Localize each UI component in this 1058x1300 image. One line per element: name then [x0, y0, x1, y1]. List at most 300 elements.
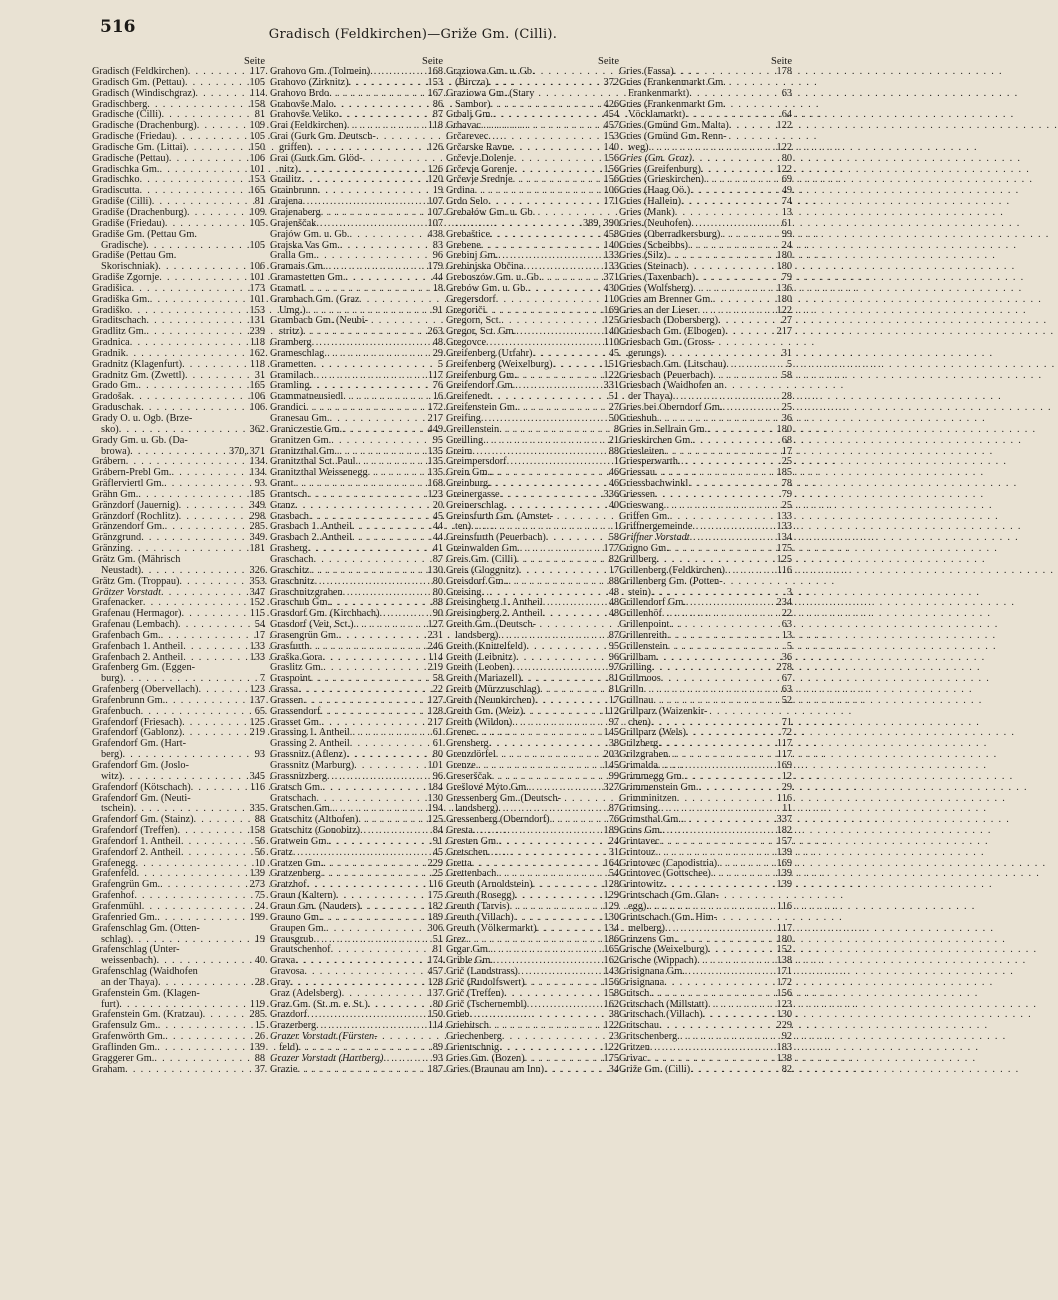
entry-name: Grahovše Veliko — [270, 109, 339, 121]
entry-name: Greinburg — [446, 478, 489, 490]
entry-page: 134 — [776, 532, 792, 544]
entry-name: Gradiška Gm. — [92, 293, 150, 305]
entry-page: 175 — [427, 890, 443, 902]
entry-name: Grametten — [270, 358, 314, 370]
entry-page: 114 — [427, 651, 443, 663]
entry-name: Grazie — [270, 1063, 298, 1075]
entry-name: Grafendorf (Friesach) — [92, 716, 183, 728]
entry-name: Gradnik — [92, 347, 126, 359]
entry-page: 116 — [249, 781, 265, 793]
entry-name: Graun Gm. (Nauders) — [270, 900, 361, 912]
entry-name: Grąziowa Gm. u. Gb. — [446, 66, 535, 77]
leader-dots — [668, 642, 786, 653]
entry-name: Gratzenberg — [270, 868, 321, 880]
index-entry — [270, 89, 443, 100]
entry-page: 135 — [427, 445, 443, 457]
leader-dots — [514, 154, 603, 165]
entry-name: Greilling — [446, 434, 484, 446]
entry-name: Gradischka Gm. — [92, 163, 160, 175]
entry-name: Gradnica — [92, 337, 130, 349]
entry-page: 16 — [432, 391, 443, 403]
entry-name: Gries (Wolfsberg) — [619, 282, 694, 294]
entry-name: Gries (Haag Oö.) — [619, 185, 691, 197]
entry-page: 178 — [776, 66, 792, 77]
entry-page: 106 — [249, 261, 265, 273]
index-entry — [619, 642, 792, 653]
index-entry — [92, 642, 265, 653]
entry-page: 15 — [254, 1020, 265, 1032]
leader-dots — [506, 577, 608, 588]
entry-name: Grible Gm. — [446, 955, 493, 967]
entry-name: Grič (Tschernembl) — [446, 998, 527, 1010]
entry-page: 263 — [427, 326, 443, 338]
entry-page: 168 — [427, 66, 443, 77]
entry-name: Grammatneusiedl — [270, 391, 344, 403]
entry-page: 88 — [608, 445, 619, 457]
entry-page: 28 — [254, 976, 265, 988]
entry-name: Gramatl — [270, 282, 304, 294]
entry-page: 126 — [427, 163, 443, 175]
entry-name: Grieshub — [619, 413, 657, 424]
entry-name: Gratschen Gm. — [270, 803, 333, 815]
index-entry — [92, 501, 265, 512]
leader-dots — [141, 707, 254, 718]
index-entry — [446, 230, 619, 241]
entry-name: Grassnitz (Marburg) — [270, 760, 355, 771]
leader-dots — [182, 728, 248, 739]
entry-name: Grilln — [619, 684, 644, 696]
entry-name: Graz (Adelsberg) — [270, 987, 342, 999]
entry-page: 125 — [603, 315, 619, 327]
entry-page: 58 — [608, 532, 619, 544]
entry-page: 133 — [603, 261, 619, 273]
entry-name: Grahovše Malo — [270, 98, 334, 110]
entry-name: Grieb — [446, 1009, 470, 1021]
entry-page: 118 — [249, 337, 265, 349]
entry-name: Greboszów Gm. u. Gb. — [446, 272, 542, 284]
entry-name: Gries (Fassa) — [619, 66, 674, 77]
entry-name: Grčevje Gorenje — [446, 163, 515, 175]
entry-name: Grazer Vorstadt (Hartberg) — [270, 1052, 384, 1064]
entry-name: Greith (Mürzzuschlag) — [446, 684, 541, 696]
entry-page: 169 — [603, 304, 619, 316]
entry-name: Grätz Gm. (Troppau) — [92, 575, 180, 587]
entry-page: 371 — [603, 272, 619, 284]
entry-page: 87 — [432, 109, 443, 121]
leader-dots — [553, 360, 603, 371]
entry-page: 179 — [427, 261, 443, 273]
entry-page: 138 — [776, 955, 792, 967]
entry-name: Gradisch (Feldkirchen) — [92, 66, 188, 77]
leader-dots — [490, 230, 603, 241]
leader-dots — [529, 783, 603, 794]
index-entry — [446, 642, 619, 653]
entry-name: Gratsch Gm. — [270, 781, 323, 793]
entry-page: 116 — [427, 879, 443, 891]
leader-dots — [323, 783, 427, 794]
entry-name: Griže Gm. (Cilli) — [619, 1063, 691, 1075]
entry-page: 37 — [254, 1063, 265, 1075]
leader-dots — [692, 154, 781, 165]
entry-page: 40 — [254, 955, 265, 967]
entry-page: 54 — [608, 868, 619, 880]
index-entry — [92, 924, 265, 935]
entry-page: 162 — [603, 955, 619, 967]
entry-page: 109 — [249, 206, 265, 218]
entry-name: Gramais Gm. — [270, 261, 326, 273]
entry-page: 75 — [254, 890, 265, 902]
entry-page: 81 — [254, 196, 265, 208]
entry-page: 80 — [432, 998, 443, 1010]
entry-name: Gries in Sellrain Gm. — [619, 423, 708, 435]
entry-name: Grintschach (Gm. Glan- — [619, 890, 719, 902]
entry-name: Grimminitzen — [619, 792, 677, 804]
entry-name: Grätzer Vorstadt — [92, 586, 161, 598]
entry-name: Greinsfurth Gm. (Amstet- — [446, 510, 554, 522]
entry-name: Griesbach Gm. (Gross- — [619, 337, 715, 349]
entry-page: 31 — [254, 369, 265, 381]
index-entry — [270, 1065, 443, 1076]
entry-page: 95 — [432, 434, 443, 446]
entry-name: Grassing 1. Antheil — [270, 727, 350, 739]
entry-page: 63 — [781, 87, 792, 99]
entry-page: 54 — [254, 619, 265, 631]
entry-name: Grenec — [446, 727, 476, 739]
entry-name: Grintowitz — [619, 879, 664, 891]
entry-name: Grauno Gm. — [270, 911, 322, 923]
entry-name: berg) — [101, 749, 123, 761]
index-entry — [619, 989, 792, 1000]
entry-name: Gritsch — [619, 987, 650, 999]
entry-name: Grafengrün Gm. — [92, 879, 161, 891]
entry-page: 105 — [249, 76, 265, 88]
entry-name: Gries (Frankenmarkt Gm. — [619, 98, 726, 110]
entry-name: feld) — [279, 1041, 299, 1053]
entry-page: 101 — [249, 293, 265, 305]
index-entry — [446, 89, 619, 100]
index-entry — [446, 154, 619, 165]
entry-page: 1 — [613, 521, 619, 533]
entry-name: Gratschach — [270, 792, 317, 804]
entry-name: Gradnitz (Klagenfurt) — [92, 358, 183, 370]
entry-name: Gradošak — [92, 391, 132, 403]
entry-name: Grafenacker — [92, 597, 143, 609]
entry-page: 106 — [249, 152, 265, 164]
entry-name: Greisingberg 1. Antheil — [446, 597, 543, 609]
entry-name: Grafenmühl — [92, 900, 142, 912]
leader-dots — [526, 642, 607, 653]
entry-page: 156 — [603, 152, 619, 164]
entry-page: 158 — [249, 98, 265, 110]
entry-page: 81 — [432, 944, 443, 956]
entry-page: 88 — [254, 814, 265, 826]
entry-name: Gradlitz Gm. — [92, 326, 147, 338]
entry-page: 19 — [254, 933, 265, 945]
entry-page: 122 — [603, 1020, 619, 1032]
entry-page: 189 — [603, 825, 619, 837]
entry-name: Grassen — [270, 694, 304, 706]
leader-dots — [125, 1065, 254, 1076]
leader-dots — [649, 989, 775, 1000]
entry-name: (Bircza) — [455, 76, 489, 88]
index-entry — [619, 577, 792, 588]
entry-page: 17 — [608, 694, 619, 706]
entry-name: Graschuh Gm. — [270, 597, 331, 609]
entry-page: 162 — [603, 998, 619, 1010]
entry-page: 117 — [776, 749, 792, 761]
entry-page: 158 — [603, 987, 619, 999]
entry-page: 99 — [781, 228, 792, 240]
index-entry — [92, 1065, 265, 1076]
entry-name: Gries bei Oberndorf Gm. — [619, 402, 723, 414]
entry-name: Grettenbach — [446, 868, 497, 880]
entry-name: Gressenberg (Oberndorf) — [446, 814, 550, 826]
entry-name: Gramling — [270, 380, 310, 392]
entry-name: Gralla Gm. — [270, 250, 317, 262]
entry-page: 82 — [608, 553, 619, 565]
entry-name: Graspoint — [270, 673, 311, 685]
entry-page: 349 — [249, 532, 265, 544]
entry-page: 134 — [249, 467, 265, 479]
entry-name: Graslitz Gm. — [270, 662, 324, 674]
entry-page: 87 — [608, 803, 619, 815]
entry-name: Grandici — [270, 402, 307, 414]
entry-name: Grahovo Gm. (Tolmein) — [270, 66, 371, 77]
entry-page: 185 — [776, 467, 792, 479]
entry-page: 153 — [603, 131, 619, 143]
index-entry — [446, 989, 619, 1000]
entry-page: 52 — [781, 694, 792, 706]
entry-name: Grazerberg — [270, 1020, 317, 1032]
entry-name: Gries (Greifenburg) — [619, 163, 701, 175]
entry-name: Grantsch — [270, 488, 308, 500]
entry-name: Gratwein Gm. — [270, 835, 329, 847]
entry-name: Grafenegg — [92, 857, 136, 869]
entry-name: Greising — [446, 586, 482, 598]
entry-page: 127 — [427, 694, 443, 706]
entry-page: 164 — [603, 857, 619, 869]
entry-page: 31 — [781, 347, 792, 359]
entry-name: Grillnau — [619, 694, 654, 706]
entry-name: Greimpersdorf — [446, 456, 507, 468]
entry-name: Grajenščak — [270, 217, 317, 229]
entry-page: 31 — [608, 846, 619, 858]
entry-page: 189 — [427, 911, 443, 923]
entry-name: Grillenberg (Feldkirchen) — [619, 564, 725, 576]
entry-page: 44 — [432, 532, 443, 544]
entry-page: 426 — [603, 98, 619, 110]
entry-name: Granitzthal Gm. — [270, 445, 337, 457]
entry-page: 140 — [603, 326, 619, 338]
entry-page: 80 — [432, 575, 443, 587]
entry-page: 327 — [603, 781, 619, 793]
entry-name: Gradisch (Windischgraz) — [92, 87, 196, 99]
entry-page: 92 — [781, 1031, 792, 1043]
entry-name: Grajów Gm. u. Gb. — [270, 228, 350, 240]
index-entry — [619, 295, 792, 306]
index-entry — [92, 783, 265, 794]
entry-name: Grein Gm. — [446, 467, 491, 479]
entry-name: Grahovo (Zirknitz) — [270, 76, 349, 88]
entry-name: Gränzdorf (Rochlitz) — [92, 510, 179, 522]
entry-page: 106 — [603, 185, 619, 197]
index-entry — [446, 783, 619, 794]
entry-page: 26 — [254, 1031, 265, 1043]
index-entry — [92, 707, 265, 718]
index-columns — [92, 57, 792, 1287]
index-entry — [92, 230, 265, 241]
entry-name: weg) — [628, 141, 649, 153]
index-entry — [619, 360, 792, 371]
index-entry — [619, 436, 792, 447]
entry-page: 152 — [776, 944, 792, 956]
entry-page: 68 — [781, 434, 792, 446]
entry-page: 127 — [427, 619, 443, 631]
entry-page: 172 — [427, 402, 443, 414]
index-entry — [270, 989, 443, 1000]
index-entry — [92, 436, 265, 447]
entry-page: 171 — [603, 196, 619, 208]
entry-name: Greifenberg (Urfahr) — [446, 347, 533, 359]
entry-name: Gradisch Gm. (Pettau) — [92, 76, 185, 88]
entry-name: Greuth (Arnoldstein) — [446, 879, 533, 891]
entry-name: Gregoriči — [446, 304, 486, 316]
entry-name: Umg.) — [279, 304, 306, 316]
entry-page: 438 — [427, 228, 443, 240]
entry-name: Greith (Wildon) — [446, 716, 513, 728]
leader-dots — [725, 327, 775, 338]
leader-dots — [169, 154, 249, 165]
entry-page: 130 — [427, 792, 443, 804]
entry-page: 306 — [427, 922, 443, 934]
entry-name: Graggerer Gm. — [92, 1052, 155, 1064]
index-entry — [446, 848, 619, 859]
leader-dots — [350, 230, 427, 241]
entry-page: 86 — [432, 98, 443, 110]
entry-name: Gramberg — [270, 337, 312, 349]
index-entry — [446, 924, 619, 935]
entry-name: Grady Gm. u. Gb. (Da- — [92, 434, 188, 446]
entry-name: Greifendorf Gm. — [446, 380, 516, 392]
entry-name: Gries (Mank) — [619, 206, 675, 218]
entry-name: Grilling — [619, 662, 652, 674]
entry-page: 48 — [608, 597, 619, 609]
entry-page: 82 — [781, 1063, 792, 1075]
index-entry — [92, 848, 265, 859]
entry-name: Gries (Hallein) — [619, 196, 682, 208]
entry-name: Gradiscutta — [92, 185, 140, 197]
entry-name: Greillenstein — [446, 423, 500, 435]
entry-name: Grassnitzberg — [270, 770, 327, 782]
entry-page: 61 — [432, 738, 443, 750]
entry-name: Greuth (Tarvis) — [446, 900, 510, 912]
entry-page: 110 — [603, 337, 619, 349]
entry-name: Grafenbuch — [92, 705, 141, 717]
entry-name: Grafenberg (Obervellach) — [92, 684, 199, 696]
entry-name: Grafendorf Gm. (Joslo- — [92, 760, 189, 771]
index-entry — [446, 436, 619, 447]
entry-page: 10 — [254, 857, 265, 869]
entry-name: Gregor, Sct. Gm. — [446, 326, 517, 338]
entry-page: 106 — [249, 402, 265, 414]
entry-name: egg) — [628, 900, 647, 912]
entry-page: 114 — [427, 1020, 443, 1032]
entry-page: 171 — [776, 966, 792, 978]
entry-name: Grafenau (Lembach) — [92, 619, 179, 631]
entry-name: Grdo Selo — [446, 196, 489, 208]
entry-page: 273 — [249, 879, 265, 891]
entry-name: Grinzens Gm. — [619, 933, 677, 945]
entry-page: 137 — [249, 694, 265, 706]
entry-page: 246 — [427, 640, 443, 652]
entry-page: 133 — [603, 250, 619, 262]
entry-name: Grameschlag — [270, 347, 325, 359]
entry-name: Gramilach — [270, 369, 314, 381]
entry-name: Skorischniak) — [101, 261, 159, 273]
entry-name: Gradische (Drachenburg) — [92, 120, 197, 132]
entry-name: Grafendorf (Kötschach) — [92, 781, 191, 793]
entry-name: Gries (Steinach) — [619, 261, 687, 273]
leader-dots — [720, 230, 780, 241]
index-entry — [92, 577, 265, 588]
entry-page: 457 — [427, 966, 443, 978]
entry-name: Grillparz (Wels) — [619, 727, 686, 739]
entry-page: 25 — [432, 868, 443, 880]
entry-name: Grahovo Brdo — [270, 87, 330, 99]
entry-page: 370, 371 — [228, 445, 265, 457]
leader-dots — [150, 295, 249, 306]
entry-page: 19 — [432, 185, 443, 197]
entry-page: 285 — [249, 521, 265, 533]
entry-page: 349 — [249, 499, 265, 511]
entry-page: 137 — [427, 987, 443, 999]
entry-name: Grafendorf Gm. (Hart- — [92, 738, 187, 750]
entry-name: Grausgrub — [270, 933, 314, 945]
entry-page: 81 — [608, 684, 619, 696]
entry-name: Grčarevec — [446, 131, 489, 143]
entry-name: Grgar Gm. — [446, 944, 491, 956]
entry-page: 187 — [427, 1063, 443, 1075]
entry-page: 17 — [608, 564, 619, 576]
index-entry — [270, 436, 443, 447]
entry-name: Grintavec — [619, 835, 660, 847]
entry-name: Gradiše Zgornje — [92, 272, 160, 284]
entry-page: 116 — [776, 564, 792, 576]
entry-name: Grimmenstein Gm. — [619, 781, 699, 793]
index-entry — [270, 577, 443, 588]
entry-page: 45 — [432, 510, 443, 522]
entry-name: Granitzen Gm. — [270, 434, 332, 446]
entry-page: 88 — [432, 597, 443, 609]
entry-name: Frankenmarkt) — [628, 87, 690, 99]
entry-page: 96 — [432, 250, 443, 262]
leader-dots — [179, 577, 248, 588]
entry-name: Grešlové Mýto Gm. — [446, 781, 529, 793]
entry-page: 153 — [249, 304, 265, 316]
entry-name: Gregorn, Sct. — [446, 315, 502, 327]
entry-page: 123 — [427, 488, 443, 500]
entry-name: Greuth (Rosegg) — [446, 890, 515, 902]
entry-name: Grillenreith — [619, 629, 668, 641]
entry-name: Greinerschlag — [446, 499, 504, 511]
entry-name: Grebałów Gm. u. Gb. — [446, 206, 536, 218]
index-entry — [446, 295, 619, 306]
entry-page: 458 — [603, 228, 619, 240]
entry-name: Grai (Gurk Gm. Deutsch- — [270, 131, 376, 143]
index-entry — [270, 924, 443, 935]
entry-page: 126 — [427, 141, 443, 153]
entry-page: 107 — [427, 217, 443, 229]
